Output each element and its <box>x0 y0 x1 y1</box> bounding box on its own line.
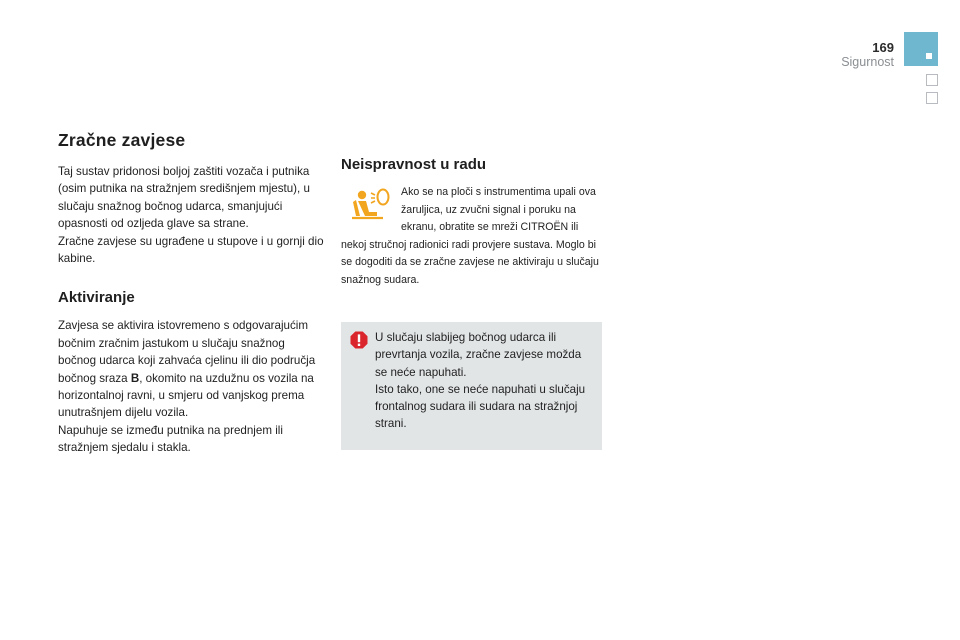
notice-box <box>341 322 602 450</box>
activation-heading: Aktiviranje <box>58 289 135 307</box>
activation-paragraph: Zavjesa se aktivira istovremeno s odgovarajućim bočnim zračnim jastukom u slučaju snažnog bočnog udarca koji zahvaća cjelinu ili dio područja bočnog sraza B, okomito na uzdužnu os vozila na horizontalnoj ravni, u smjeru od vanjskog prema unutrašnjem dijelu vozila. <box>58 319 316 420</box>
chapter-tab-empty[interactable] <box>926 74 938 86</box>
fault-heading: Neispravnost u radu <box>341 156 487 173</box>
intro-paragraph: Zračne zavjese su ugrađene u stupove i u gornji dio kabine. <box>58 234 324 266</box>
chapter-tab[interactable] <box>904 32 938 66</box>
notice-text: U slučaju slabijeg bočnog udarca ili prevrtanja vozila, zračne zavjese možda se neće napuhati. Isto tako, one se neće napuhati u slučaju frontalnog sudara ili sudara na stražnjoj strani. <box>375 331 586 431</box>
fault-block <box>341 184 603 290</box>
page-number: 169 <box>872 40 894 55</box>
left-column <box>58 130 326 457</box>
right-column <box>341 156 603 290</box>
fault-paragraph: Ako se na ploči s instrumentima upali ova žaruljica, uz zvučni signal i poruku na ekranu, obratite se mreži CITROËN ili nekoj stručnoj radionici radi provjere sustava. Moglo bi se dogoditi da se zračne zavjese ne aktiviraju u slučaju snažnog sudara. <box>341 186 599 286</box>
section-title: Sigurnost <box>841 55 894 69</box>
section-heading: Zračne zavjese <box>58 130 186 150</box>
activation-paragraph: Napuhuje se između putnika na prednjem ili stražnjem sjedalu i stakla. <box>58 423 283 455</box>
danger-exclamation-icon <box>350 331 368 349</box>
intro-paragraph: Taj sustav pridonosi boljoj zaštiti vozača i putnika (osim putnika na stražnjem središnjem mjestu), u slučaju snažnog bočnog udarca, smanjujući opasnosti od ozljeda glave sa strane. <box>58 165 310 231</box>
chapter-tab-empty[interactable] <box>926 92 938 104</box>
airbag-warning-lamp-icon <box>347 186 393 222</box>
chapter-tab-marker <box>926 53 932 59</box>
